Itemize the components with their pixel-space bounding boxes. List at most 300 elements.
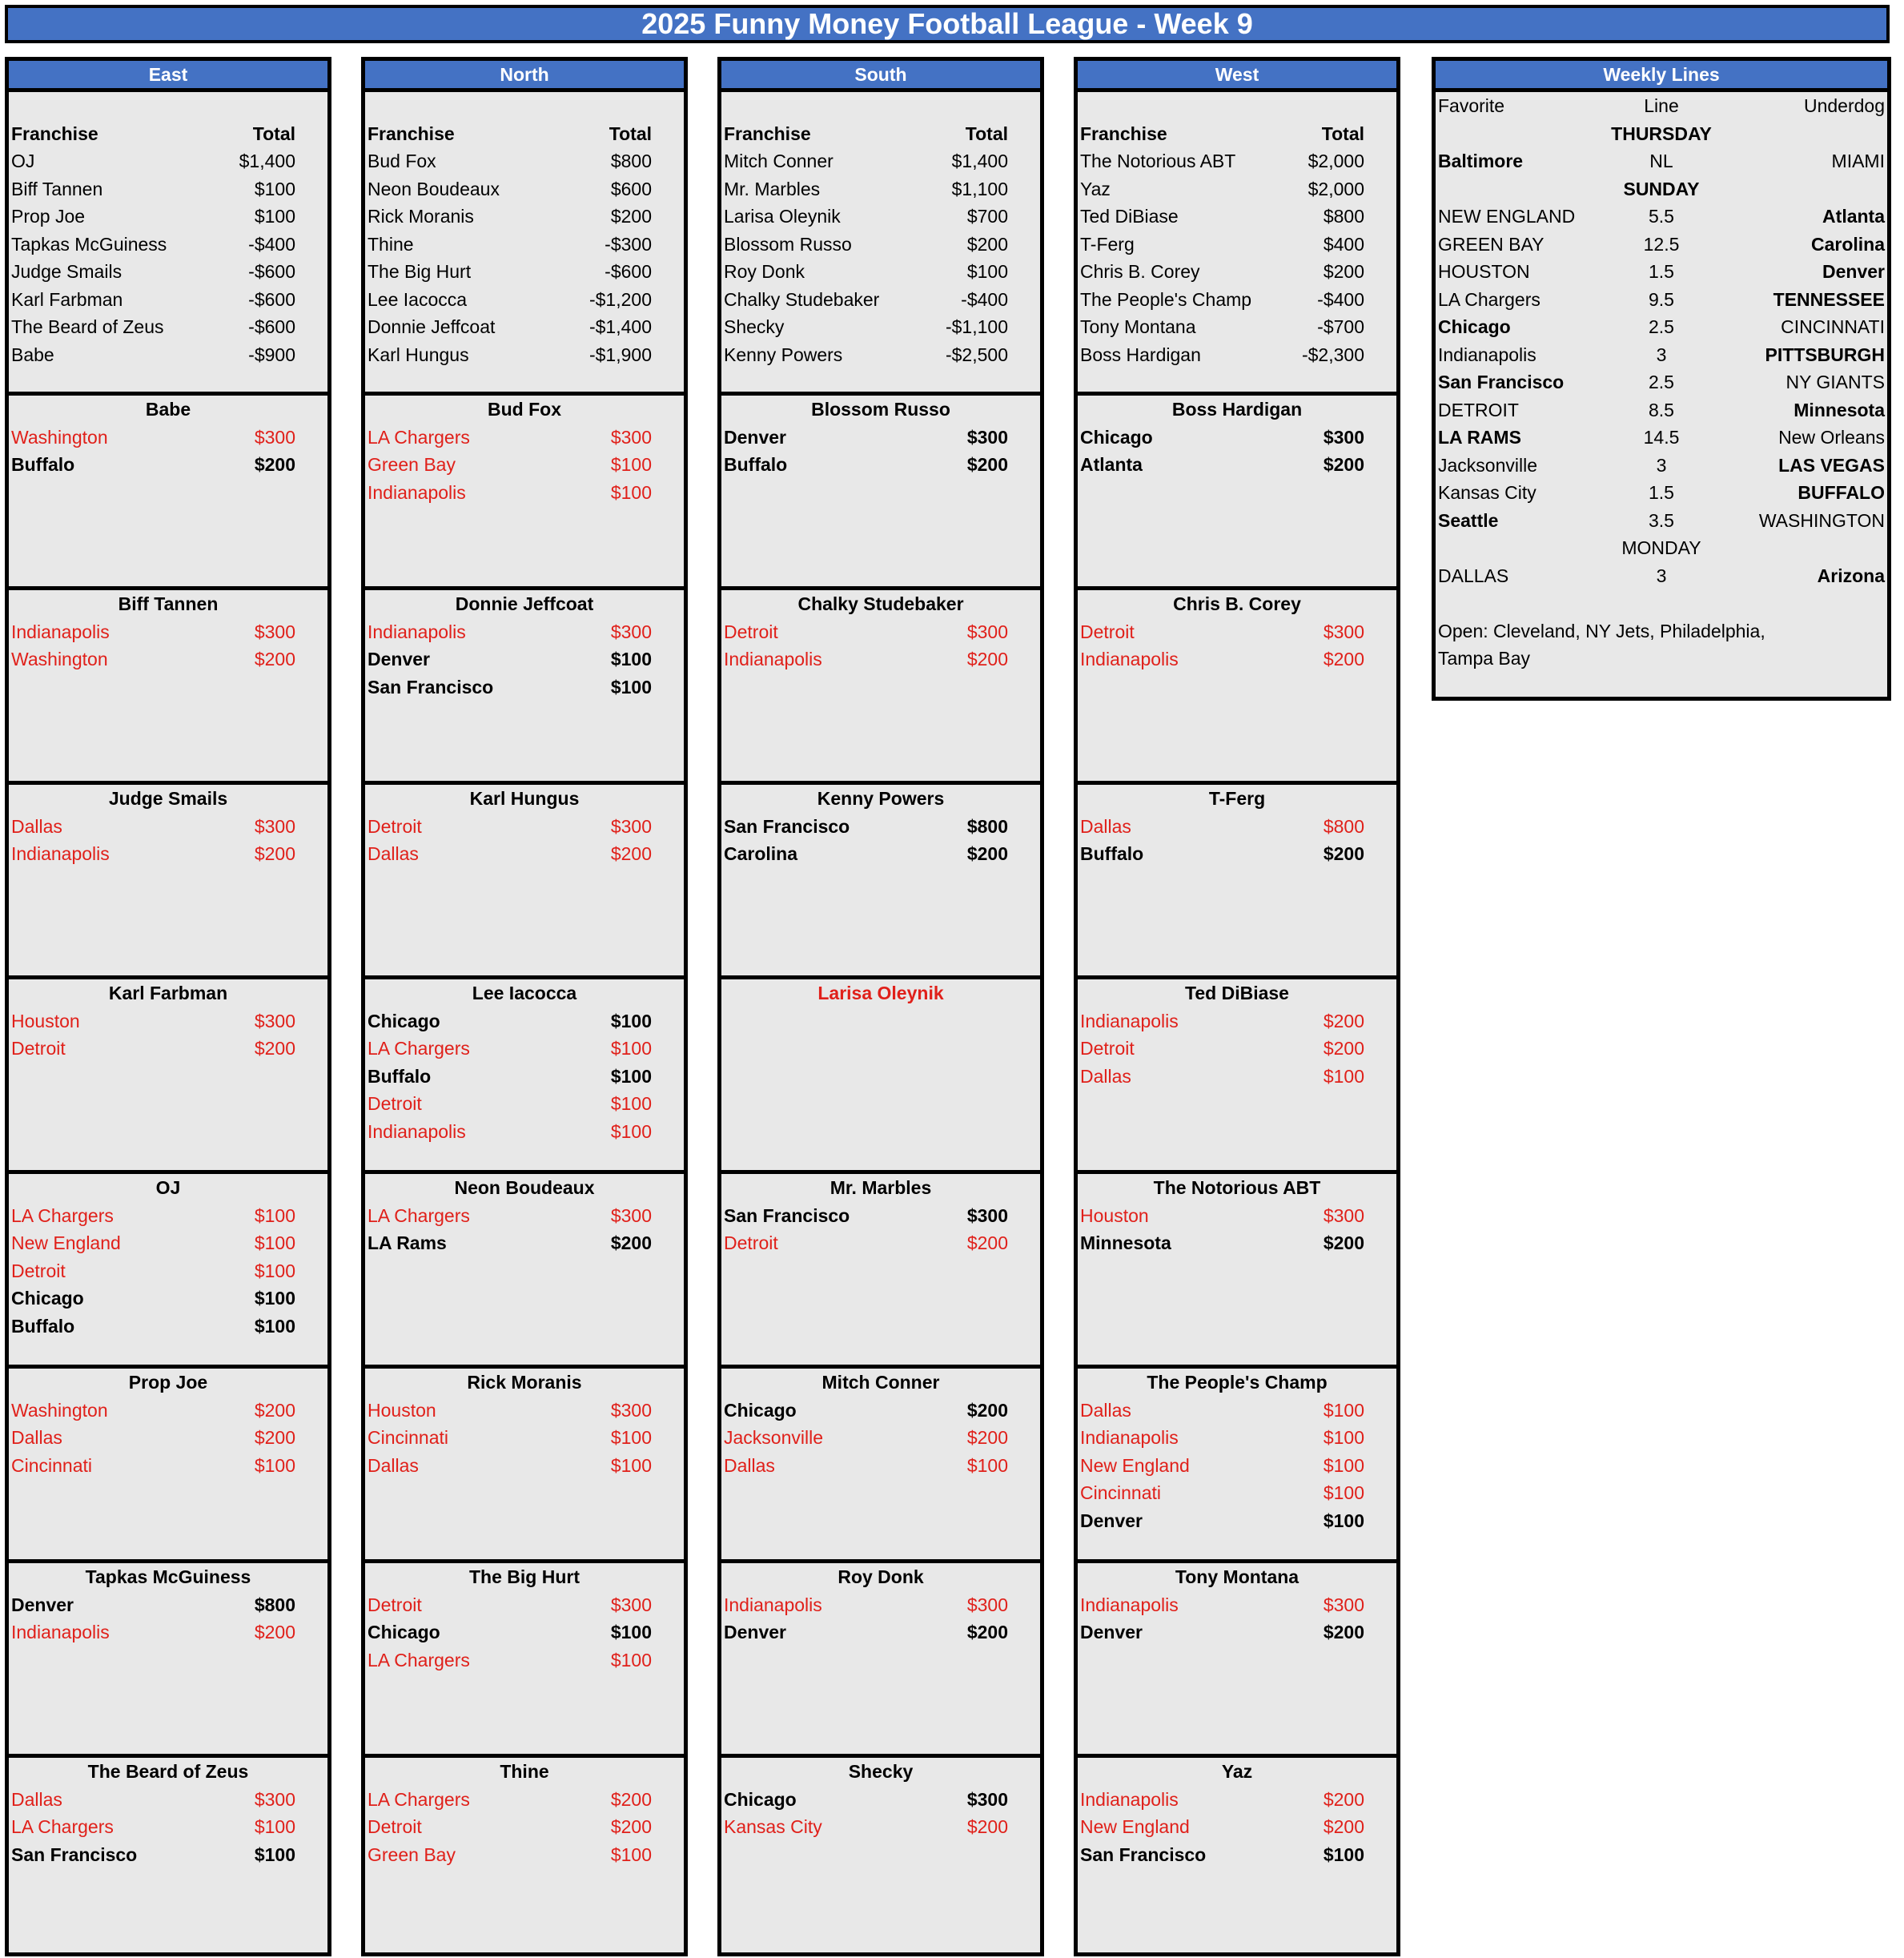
pick-amount: $100 [254,1232,295,1253]
franchise-header: Franchise [724,123,811,144]
pick-amount: $300 [1323,426,1364,448]
pick-amount: $300 [254,621,295,642]
pick-team: Detroit [724,621,778,642]
franchise-picks-box [9,979,327,1174]
pick-amount: $200 [966,1622,1008,1642]
standings-row [1078,313,1396,341]
underdog-team: NY GIANTS [1786,372,1885,392]
franchise-owner-row [365,1563,684,1591]
franchise-owner: Ted DiBiase [1185,983,1289,1003]
pick-amount: $100 [254,1315,295,1337]
pick-amount: $200 [1323,454,1364,475]
pick-row [721,645,1040,673]
franchise-picks-box [9,1758,327,1952]
division-header: North [365,61,684,92]
franchise-name: Shecky [724,316,785,337]
pick-row [365,424,684,452]
franchise-name: Yaz [1080,178,1111,199]
pick-amount: $800 [1323,815,1364,837]
pick-team: New England [1080,1816,1190,1837]
franchise-name: Tapkas McGuiness [11,233,167,255]
page-title: 2025 Funny Money Football League - Week 9 [5,5,1890,43]
franchise-owner-row [365,1174,684,1202]
franchise-total: $1,100 [951,178,1008,199]
franchise-owner: Tapkas McGuiness [85,1566,251,1587]
pick-team: LA Chargers [368,426,470,448]
pick-amount: $200 [1323,1010,1364,1031]
pick-row [1078,451,1396,479]
franchise-owner: The Beard of Zeus [87,1761,249,1782]
pick-team: Indianapolis [724,1594,822,1615]
pick-team: Green Bay [368,454,456,475]
pick-row [9,1035,327,1063]
franchise-name: Karl Farbman [11,288,123,310]
pick-row [9,1841,327,1869]
pick-amount: $200 [254,454,295,475]
pick-amount: $100 [610,1120,652,1142]
franchise-name: Roy Donk [724,261,805,282]
franchise-picks-box [1078,785,1396,979]
standings-row [365,258,684,286]
weekly-lines-game-row [1436,479,1887,507]
pick-amount: $200 [966,1427,1008,1448]
pick-row [9,1397,327,1425]
pick-team: Detroit [368,1594,422,1615]
total-header: Total [965,123,1008,144]
pick-row [721,1786,1040,1814]
franchise-picks-box [1078,396,1396,590]
pick-amount: $200 [966,843,1008,864]
pick-amount: $100 [254,1454,295,1476]
franchise-total: -$900 [248,344,295,365]
franchise-total: -$600 [248,288,295,310]
pick-team: Indianapolis [724,649,822,669]
franchise-owner: Rick Moranis [467,1372,582,1393]
pick-row [9,1591,327,1619]
franchise-picks-box [9,1369,327,1563]
franchise-name: Prop Joe [11,206,86,227]
pick-amount: $300 [1323,621,1364,642]
pick-team: Jacksonville [724,1427,823,1448]
pick-row [1078,424,1396,452]
pick-row [365,1841,684,1869]
standings-spacer [365,92,684,120]
pick-amount: $100 [1323,1065,1364,1087]
standings-row [1078,341,1396,369]
pick-team: Buffalo [11,1315,75,1337]
pick-team: Green Bay [368,1843,456,1865]
pick-row [365,479,684,507]
standings-row [365,147,684,175]
franchise-picks-box [1078,1758,1396,1952]
favorite-team: NEW ENGLAND [1438,206,1576,227]
weekly-lines-panel [1432,57,1891,701]
franchise-picks-box [365,1563,684,1758]
pick-team: Dallas [1080,1065,1131,1087]
franchise-owner-row [365,1758,684,1786]
franchise-owner-row [365,396,684,424]
pick-row [1078,1507,1396,1535]
standings-row [721,286,1040,314]
pick-amount: $300 [1323,1204,1364,1226]
pick-amount: $200 [610,843,652,864]
pick-row [365,1452,684,1480]
franchise-picks-box [365,590,684,785]
pick-row [9,1813,327,1841]
pick-team: Indianapolis [368,1120,466,1142]
pick-amount: $300 [966,1204,1008,1226]
pick-team: Dallas [1080,815,1131,837]
franchise-owner-row [721,785,1040,813]
favorite-team: HOUSTON [1438,261,1530,282]
franchise-owner-row [365,979,684,1007]
division-column-north [361,57,688,1956]
pick-amount: $100 [1323,1482,1364,1503]
pick-amount: $200 [254,1038,295,1059]
pick-row [1078,1035,1396,1063]
franchise-owner: OJ [155,1177,181,1198]
pick-row [365,1618,684,1646]
franchise-total: -$600 [605,261,652,282]
point-spread: 1.5 [1649,482,1674,503]
pick-row [9,645,327,673]
pick-team: New England [1080,1454,1190,1476]
pick-amount: $300 [254,426,295,448]
franchise-picks-box [721,979,1040,1174]
pick-row [1078,1618,1396,1646]
franchise-picks-box [9,1563,327,1758]
point-spread: 2.5 [1649,316,1674,337]
underdog-team: New Orleans [1778,427,1885,448]
franchise-owner-row [9,1369,327,1397]
pick-team: Dallas [11,815,62,837]
pick-amount: $200 [966,1399,1008,1421]
favorite-header: Favorite [1438,95,1505,116]
franchise-total: -$400 [961,288,1008,310]
franchise-total: -$300 [605,233,652,255]
pick-team: Indianapolis [1080,1788,1179,1810]
pick-team: Denver [11,1594,74,1615]
pick-row [721,1202,1040,1230]
franchise-owner: Shecky [848,1761,914,1782]
pick-team: San Francisco [1080,1843,1207,1865]
underdog-team: PITTSBURGH [1765,344,1885,365]
pick-team: Buffalo [1080,843,1144,864]
standings-row [9,147,327,175]
pick-amount: $100 [610,1038,652,1059]
pick-team: Indianapolis [11,843,110,864]
favorite-team: Kansas City [1438,482,1536,503]
game-day-label: MONDAY [1621,537,1701,558]
franchise-owner: The Big Hurt [469,1566,580,1587]
franchise-owner: Larisa Oleynik [817,983,944,1003]
standings-row [1078,258,1396,286]
weekly-lines-rows [1436,120,1887,590]
franchise-name: Biff Tannen [11,178,103,199]
pick-amount: $200 [966,454,1008,475]
franchise-owner-row [365,1369,684,1397]
franchise-total: -$400 [1317,288,1364,310]
franchise-name: Tony Montana [1080,316,1196,337]
weekly-lines-game-row [1436,286,1887,314]
standings-row [721,231,1040,259]
pick-amount: $800 [254,1594,295,1615]
weekly-lines-game-row [1436,147,1887,175]
standings-row [721,313,1040,341]
franchise-total: -$2,500 [945,344,1008,365]
franchise-name: Ted DiBiase [1080,206,1179,227]
pick-team: Washington [11,426,108,448]
franchise-owner: Prop Joe [128,1372,208,1393]
pick-team: San Francisco [368,676,494,698]
pick-row [365,673,684,702]
pick-row [721,618,1040,646]
pick-row [1078,813,1396,841]
line-header: Line [1644,95,1679,116]
standings-row [1078,203,1396,231]
total-header: Total [252,123,295,144]
pick-amount: $100 [610,1622,652,1642]
franchise-owner-row [721,590,1040,618]
point-spread: 5.5 [1649,206,1674,227]
division-header: West [1078,61,1396,92]
weekly-lines-day-row [1436,175,1887,203]
franchise-picks-box [1078,1369,1396,1563]
pick-team: Carolina [724,843,798,864]
franchise-picks-box [721,785,1040,979]
favorite-team: DALLAS [1438,565,1509,586]
pick-team: Detroit [1080,1038,1135,1059]
franchise-total: $200 [1323,261,1364,282]
franchise-name: The Notorious ABT [1080,151,1236,171]
pick-amount: $200 [1323,843,1364,864]
pick-row [365,1397,684,1425]
pick-amount: $200 [254,843,295,864]
franchise-owner-row [1078,396,1396,424]
pick-team: Denver [724,426,786,448]
pick-row [365,1090,684,1118]
franchise-header: Franchise [368,123,455,144]
pick-team: Cincinnati [11,1454,92,1476]
pick-team: LA Rams [368,1232,447,1253]
pick-team: Denver [368,649,430,669]
franchise-name: Lee Iacocca [368,288,468,310]
weekly-lines-game-row [1436,231,1887,259]
franchise-total: $1,400 [239,151,295,171]
franchise-owner-row [365,590,684,618]
franchise-owner-row [9,590,327,618]
weekly-lines-day-row [1436,120,1887,148]
pick-row [1078,1007,1396,1035]
franchise-total: $2,000 [1307,178,1364,199]
pick-row [721,451,1040,479]
open-teams-note: Open: Cleveland, NY Jets, Philadelphia, Tampa Bay [1438,620,1765,669]
pick-row [1078,645,1396,673]
point-spread: 3 [1656,454,1667,476]
pick-team: Houston [1080,1204,1149,1226]
pick-amount: $100 [1323,1427,1364,1448]
franchise-picks-box [721,590,1040,785]
standings-row [721,175,1040,203]
standings-row [721,341,1040,369]
pick-amount: $100 [254,1288,295,1309]
pick-row [1078,1202,1396,1230]
standings-row [365,231,684,259]
point-spread: 2.5 [1649,372,1674,392]
franchise-picks-box [365,785,684,979]
pick-row [365,1063,684,1091]
pick-team: Detroit [11,1038,66,1059]
pick-amount: $200 [254,649,295,669]
pick-row [9,618,327,646]
franchise-owner-row [365,785,684,813]
franchise-total: $800 [1323,206,1364,227]
pick-amount: $300 [966,621,1008,642]
favorite-team: San Francisco [1438,372,1565,392]
pick-row [1078,1786,1396,1814]
pick-row [365,451,684,479]
franchise-owner-row [9,979,327,1007]
franchise-owner-row [1078,1758,1396,1786]
pick-team: Indianapolis [11,1622,110,1642]
underdog-header: Underdog [1803,95,1885,116]
division-header: South [721,61,1040,92]
franchise-picks-box [721,1174,1040,1369]
standings-spacer [1078,92,1396,120]
franchise-owner: Karl Hungus [469,788,580,809]
pick-amount: $100 [610,454,652,475]
pick-team: San Francisco [724,815,850,837]
franchise-name: Mr. Marbles [724,178,821,199]
pick-amount: $200 [610,1816,652,1837]
pick-row [1078,1229,1396,1257]
point-spread: 3 [1656,565,1667,586]
game-day-label: THURSDAY [1611,123,1712,144]
franchise-owner: Donnie Jeffcoat [455,593,594,614]
franchise-picks-box [721,1758,1040,1952]
standings-header-row [9,120,327,148]
pick-team: Kansas City [724,1816,822,1837]
pick-amount: $300 [610,1594,652,1615]
franchise-header: Franchise [11,123,98,144]
weekly-lines-game-row [1436,341,1887,369]
franchise-owner: Roy Donk [838,1566,924,1587]
weekly-lines-day-row [1436,534,1887,562]
division-column-west [1074,57,1400,1956]
pick-amount: $100 [610,481,652,503]
pick-team: Chicago [368,1622,440,1642]
pick-row [721,840,1040,868]
franchise-owner-row [721,1369,1040,1397]
franchise-owner: Biff Tannen [118,593,219,614]
pick-row [365,1035,684,1063]
weekly-lines-game-row [1436,258,1887,286]
pick-row [365,1118,684,1146]
standings-row [9,203,327,231]
pick-team: Indianapolis [368,621,466,642]
pick-team: Chicago [724,1788,797,1810]
pick-amount: $300 [610,815,652,837]
franchise-owner: Thine [500,1761,549,1782]
franchise-picks-box [1078,1563,1396,1758]
franchise-total: -$1,100 [945,316,1008,337]
franchise-owner: Mitch Conner [821,1372,940,1393]
franchise-picks-box [1078,979,1396,1174]
pick-team: Cincinnati [1080,1482,1161,1503]
pick-amount: $300 [610,1204,652,1226]
franchise-owner: Judge Smails [108,788,228,809]
pick-row [9,1257,327,1285]
pick-amount: $200 [254,1622,295,1642]
franchise-picks-box [1078,1174,1396,1369]
franchise-total: $1,400 [951,151,1008,171]
franchise-owner: Karl Farbman [108,983,228,1003]
pick-row [9,813,327,841]
weekly-lines-game-row [1436,368,1887,396]
pick-row [9,840,327,868]
pick-row [1078,840,1396,868]
weekly-lines-game-row [1436,507,1887,535]
pick-row [9,424,327,452]
franchise-total: -$1,200 [588,288,652,310]
pick-team: LA Chargers [368,1038,470,1059]
franchise-name: OJ [11,151,35,171]
pick-team: Detroit [1080,621,1135,642]
pick-row [9,1452,327,1480]
underdog-team: MIAMI [1831,151,1885,171]
franchise-total: $800 [610,151,652,171]
point-spread: 1.5 [1649,261,1674,282]
standings-row [365,203,684,231]
standings-header-row [1078,120,1396,148]
pick-team: San Francisco [724,1204,850,1226]
franchise-name: The Beard of Zeus [11,316,164,337]
franchise-owner-row [1078,1563,1396,1591]
franchise-owner: Kenny Powers [817,788,945,809]
favorite-team: GREEN BAY [1438,233,1544,255]
franchise-picks-box [1078,590,1396,785]
standings-row [1078,286,1396,314]
franchise-total: -$600 [248,261,295,282]
franchise-owner: Chris B. Corey [1173,593,1301,614]
standings-spacer [721,92,1040,120]
pick-amount: $100 [254,1260,295,1281]
standings-table [721,92,1040,396]
pick-amount: $100 [966,1454,1008,1476]
pick-row [721,813,1040,841]
franchise-picks-box [721,1563,1040,1758]
pick-amount: $200 [966,1816,1008,1837]
weekly-lines-game-row [1436,396,1887,424]
favorite-team: Baltimore [1438,151,1524,171]
pick-team: LA Chargers [368,1204,470,1226]
pick-amount: $300 [610,426,652,448]
standings-row [1078,147,1396,175]
franchise-total: $100 [966,261,1008,282]
franchise-total: $100 [254,178,295,199]
pick-row [365,1646,684,1675]
pick-row [721,1452,1040,1480]
pick-row [721,1813,1040,1841]
pick-row [1078,1479,1396,1507]
pick-row [9,1618,327,1646]
franchise-picks-box [9,590,327,785]
pick-team: LA Chargers [368,1788,470,1810]
franchise-name: Thine [368,233,414,255]
pick-row [1078,1063,1396,1091]
pick-amount: $100 [610,1454,652,1476]
pick-amount: $200 [1323,1788,1364,1810]
